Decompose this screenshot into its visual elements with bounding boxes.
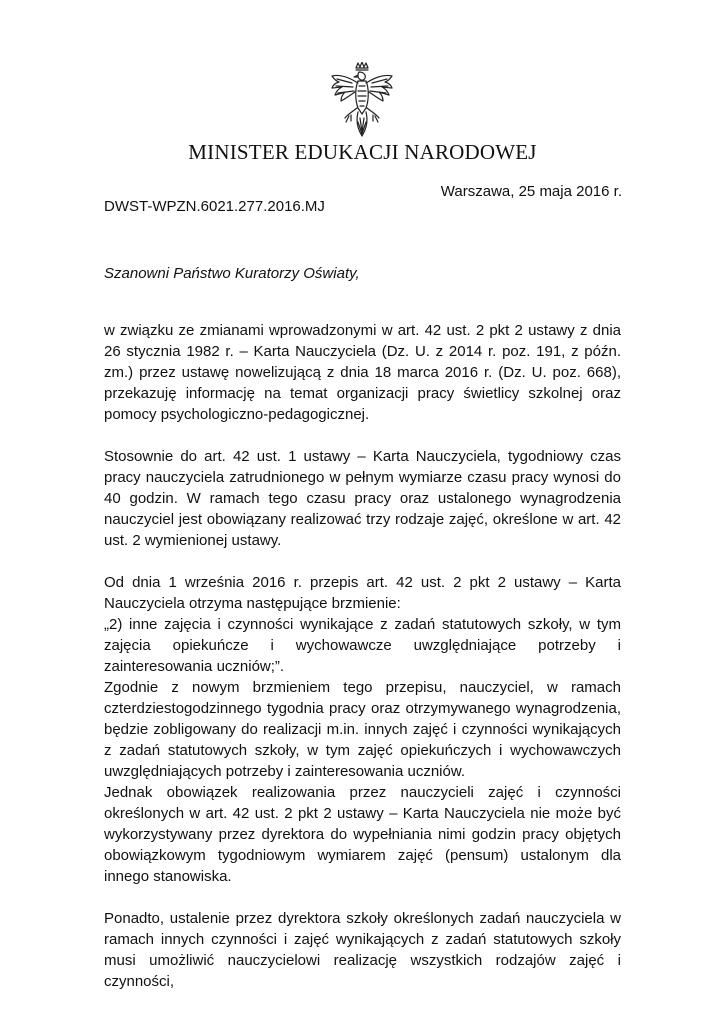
letter-body bbox=[104, 320, 621, 992]
date-line: Warszawa, 25 maja 2016 r. bbox=[440, 183, 622, 200]
paragraph-further: Ponadto, ustalenie przez dyrektora szkoły określonych zadań nauczyciela w ramach innych czynności i zajęć wynikających z zadań statutowych szkoły musi umożliwić nauczycielowi realizację wszystkich rodzajów zajęć i czynności, bbox=[104, 910, 621, 990]
paragraph-working-time: Stosownie do art. 42 ust. 1 ustawy – Karta Nauczyciela, tygodniowy czas pracy nauczyciela zatrudnionego w pełnym wymiarze czasu pracy wynosi do 40 godzin. W ramach tego czasu pracy oraz ustalonego wynagrodzenia nauczyciel jest obowiązany realizować trzy rodzaje zajęć, określone w art. 42 ust. 2 wymienionej ustawy. bbox=[104, 448, 621, 549]
reference-number: DWST-WPZN.6021.277.2016.MJ bbox=[104, 198, 325, 215]
paragraph-quote: „2) inne zajęcia i czynności wynikające z zadań statutowych szkoły, w tym zajęcia opiekuńcze i wychowawcze uwzględniające potrzeby i zainteresowania uczniów;”. bbox=[104, 616, 621, 675]
paragraph-intro: w związku ze zmianami wprowadzonymi w art. 42 ust. 2 pkt 2 ustawy z dnia 26 stycznia 1982 r. – Karta Nauczyciela (Dz. U. z 2014 r. poz. 191, z późn. zm.) przez ustawę nowelizującą z dnia 18 marca 2016 r. (Dz. U. poz. 668), przekazuję informację na temat organizacji pracy świetlicy szkolnej oraz pomocy psychologiczno-pedagogicznej. bbox=[104, 322, 621, 423]
salutation: Szanowni Państwo Kuratorzy Oświaty, bbox=[104, 265, 360, 282]
paragraph-new-wording: Od dnia 1 września 2016 r. przepis art. 42 ust. 2 pkt 2 ustawy – Karta Nauczyciela otrzyma następujące brzmienie: bbox=[104, 574, 621, 612]
polish-eagle-emblem-icon bbox=[328, 62, 396, 138]
paragraph-obligation: Jednak obowiązek realizowania przez nauczycieli zajęć i czynności określonych w art. 42 ust. 2 pkt 2 ustawy – Karta Nauczyciela nie może być wykorzystywany przez dyrektora do wypełniania nimi godzin pracy objętych obowiązkowym tygodniowym wymiarem zajęć (pensum) ustalonym dla innego stanowiska. bbox=[104, 784, 621, 885]
paragraph-interpretation: Zgodnie z nowym brzmieniem tego przepisu, nauczyciel, w ramach czterdziestogodzinnego tygodnia pracy oraz otrzymywanego wynagrodzenia, będzie zobligowany do realizacji m.in. innych zajęć i czynności wynikających z zadań statutowych szkoły, w tym zajęć opiekuńczych i wychowawczych uwzględniających potrzeby i zainteresowania uczniów. bbox=[104, 679, 621, 780]
ministry-title: MINISTER EDUKACJI NARODOWEJ bbox=[188, 140, 537, 164]
